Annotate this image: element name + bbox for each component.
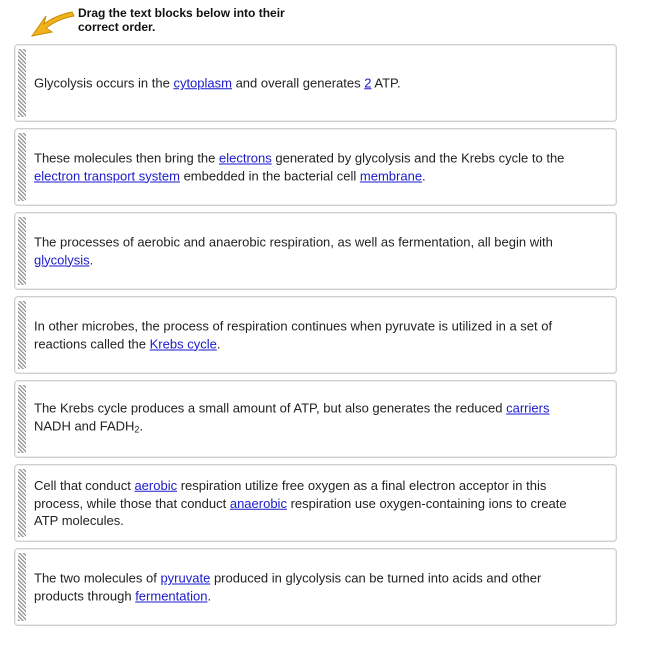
text-segment: Cell that conduct <box>34 477 135 493</box>
text-segment: respiration utilize free oxygen as a final electron acceptor in this process, while those that conduct <box>34 477 547 511</box>
block-text <box>34 150 576 185</box>
block-text <box>34 477 576 530</box>
drag-handle-icon[interactable] <box>18 385 26 453</box>
term-link[interactable]: anaerobic <box>229 495 287 511</box>
draggable-text-block[interactable] <box>14 212 617 290</box>
term-link[interactable]: 2 <box>364 75 372 91</box>
text-segment: embedded in the bacterial cell <box>179 168 360 183</box>
text-segment: . <box>207 588 212 603</box>
term-link[interactable]: glycolysis <box>34 252 90 267</box>
text-segment: generated by glycolysis and the Krebs cycle to the <box>271 150 565 166</box>
arrow-icon <box>28 6 76 40</box>
text-segment: The Krebs cycle produces a small amount of ATP, but also generates the reduced <box>34 400 507 416</box>
text-segment: NADH and FADH <box>34 418 135 433</box>
term-link[interactable]: membrane <box>359 168 423 183</box>
term-link[interactable]: carriers <box>506 400 550 416</box>
term-link[interactable]: cytoplasm <box>173 75 232 91</box>
drag-handle-icon[interactable] <box>18 553 26 621</box>
subscript-text: 2 <box>134 424 140 434</box>
block-text <box>34 318 576 353</box>
draggable-text-block[interactable] <box>14 548 617 626</box>
drag-handle-icon[interactable] <box>18 469 26 537</box>
term-link[interactable]: electrons <box>219 150 272 166</box>
term-link[interactable]: fermentation <box>135 588 208 603</box>
draggable-text-block[interactable] <box>14 380 617 458</box>
draggable-text-block[interactable] <box>14 296 617 374</box>
draggable-text-block[interactable] <box>14 44 617 122</box>
instruction-header <box>0 0 648 42</box>
drag-handle-icon[interactable] <box>18 133 26 201</box>
term-link[interactable]: Krebs cycle <box>149 336 217 351</box>
block-text <box>34 74 576 92</box>
term-link[interactable]: pyruvate <box>160 570 211 586</box>
drag-handle-icon[interactable] <box>18 49 26 117</box>
block-text <box>34 570 576 605</box>
text-segment: . <box>422 168 426 183</box>
text-segment: ATP. <box>371 75 401 91</box>
text-segment: Glycolysis occurs in the <box>34 75 174 91</box>
text-segment: . <box>139 418 144 433</box>
draggable-block-list <box>14 44 617 632</box>
text-segment: produced in glycolysis can be turned into acids and other products through <box>34 570 542 603</box>
text-segment: respiration use oxygen-containing ions to create ATP molecules. <box>34 495 567 528</box>
text-segment: . <box>216 336 221 351</box>
text-segment: . <box>89 252 94 267</box>
term-link[interactable]: aerobic <box>134 477 178 493</box>
text-segment: The two molecules of <box>34 570 161 586</box>
block-text <box>34 400 576 439</box>
text-segment: These molecules then bring the <box>34 150 219 166</box>
drag-handle-icon[interactable] <box>18 301 26 369</box>
text-segment: The processes of aerobic and anaerobic respiration, as well as fermentation, all begin with <box>34 234 553 250</box>
text-segment: and overall generates <box>231 75 365 91</box>
block-text <box>34 234 576 269</box>
instruction-text: Drag the text blocks below into their correct order. <box>78 6 285 34</box>
drag-handle-icon[interactable] <box>18 217 26 285</box>
draggable-text-block[interactable] <box>14 128 617 206</box>
term-link[interactable]: electron transport system <box>34 168 180 183</box>
draggable-text-block[interactable] <box>14 464 617 542</box>
text-segment: In other microbes, the process of respiration continues when pyruvate is utilized in a set of reactions called the <box>34 318 553 351</box>
